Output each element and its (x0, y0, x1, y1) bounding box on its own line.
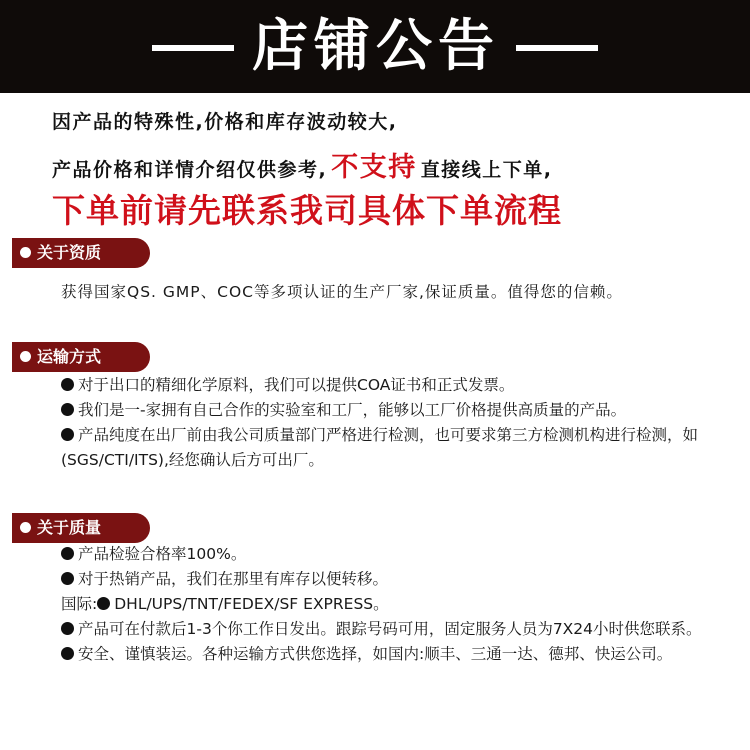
section-title: 关于资质 (37, 243, 102, 262)
section-header-shipping (12, 342, 150, 372)
bullet-icon (97, 597, 110, 610)
list-item (61, 592, 721, 617)
bullet-icon (61, 647, 74, 660)
notice-line-3: 下单前请先联系我司具体下单流程 (52, 191, 562, 230)
list-item: 我们是一-家拥有自己合作的实验室和工厂，能够以工厂价格提供高质量的产品。 (61, 398, 721, 423)
list-item: 对于出口的精细化学原料，我们可以提供COA证书和正式发票。 (61, 373, 721, 398)
notice-line-2 (52, 145, 750, 184)
notice-line-2-start: 产品价格和详情介绍仅供参考, (52, 159, 328, 181)
list-item: 安全、谨慎装运。各种运输方式供您选择，如国内:顺丰、三通一达、德邦、快运公司。 (61, 642, 721, 667)
title-dash-left (152, 45, 234, 51)
bullet-icon (20, 351, 31, 362)
qualification-text: 获得国家QS. GMP、COC等多项认证的生产厂家,保证质量。值得您的信赖。 (61, 283, 623, 301)
quality-list (61, 542, 721, 667)
bullet-icon (20, 247, 31, 258)
notice-not-supported: 不支持 (331, 152, 417, 183)
header-banner (0, 0, 750, 93)
shipping-list (61, 373, 721, 473)
section-title: 关于质量 (37, 518, 102, 537)
list-item: 产品可在付款后1-3个你工作日发出。跟踪号码可用，固定服务人员为7X24小时供您联系。 (61, 617, 721, 642)
bullet-icon (61, 378, 74, 391)
bullet-icon (61, 403, 74, 416)
bullet-icon (61, 572, 74, 585)
intl-prefix: 国际: (61, 595, 98, 613)
list-item: 产品检验合格率100%。 (61, 542, 721, 567)
list-item: 对于热销产品，我们在那里有库存以便转移。 (61, 567, 721, 592)
section-header-quality (12, 513, 150, 543)
page-title: 店铺公告 (252, 13, 500, 79)
bullet-icon (61, 622, 74, 635)
bullet-icon (61, 428, 74, 441)
list-item: 产品纯度在出厂前由我公司质量部门严格进行检测，也可要求第三方检测机构进行检测，如(SGS/CTI/ITS),经您确认后方可出厂。 (61, 426, 699, 469)
notice-line-1: 因产品的特殊性,价格和库存波动较大, (52, 111, 398, 133)
section-title: 运输方式 (37, 347, 102, 366)
section-header-qualification (12, 238, 150, 268)
notice-line-2-end: 直接线上下单, (420, 159, 553, 181)
title-dash-right (516, 45, 598, 51)
intl-carriers: DHL/UPS/TNT/FEDEX/SF EXPRESS。 (114, 595, 389, 613)
bullet-icon (20, 522, 31, 533)
bullet-icon (61, 547, 74, 560)
